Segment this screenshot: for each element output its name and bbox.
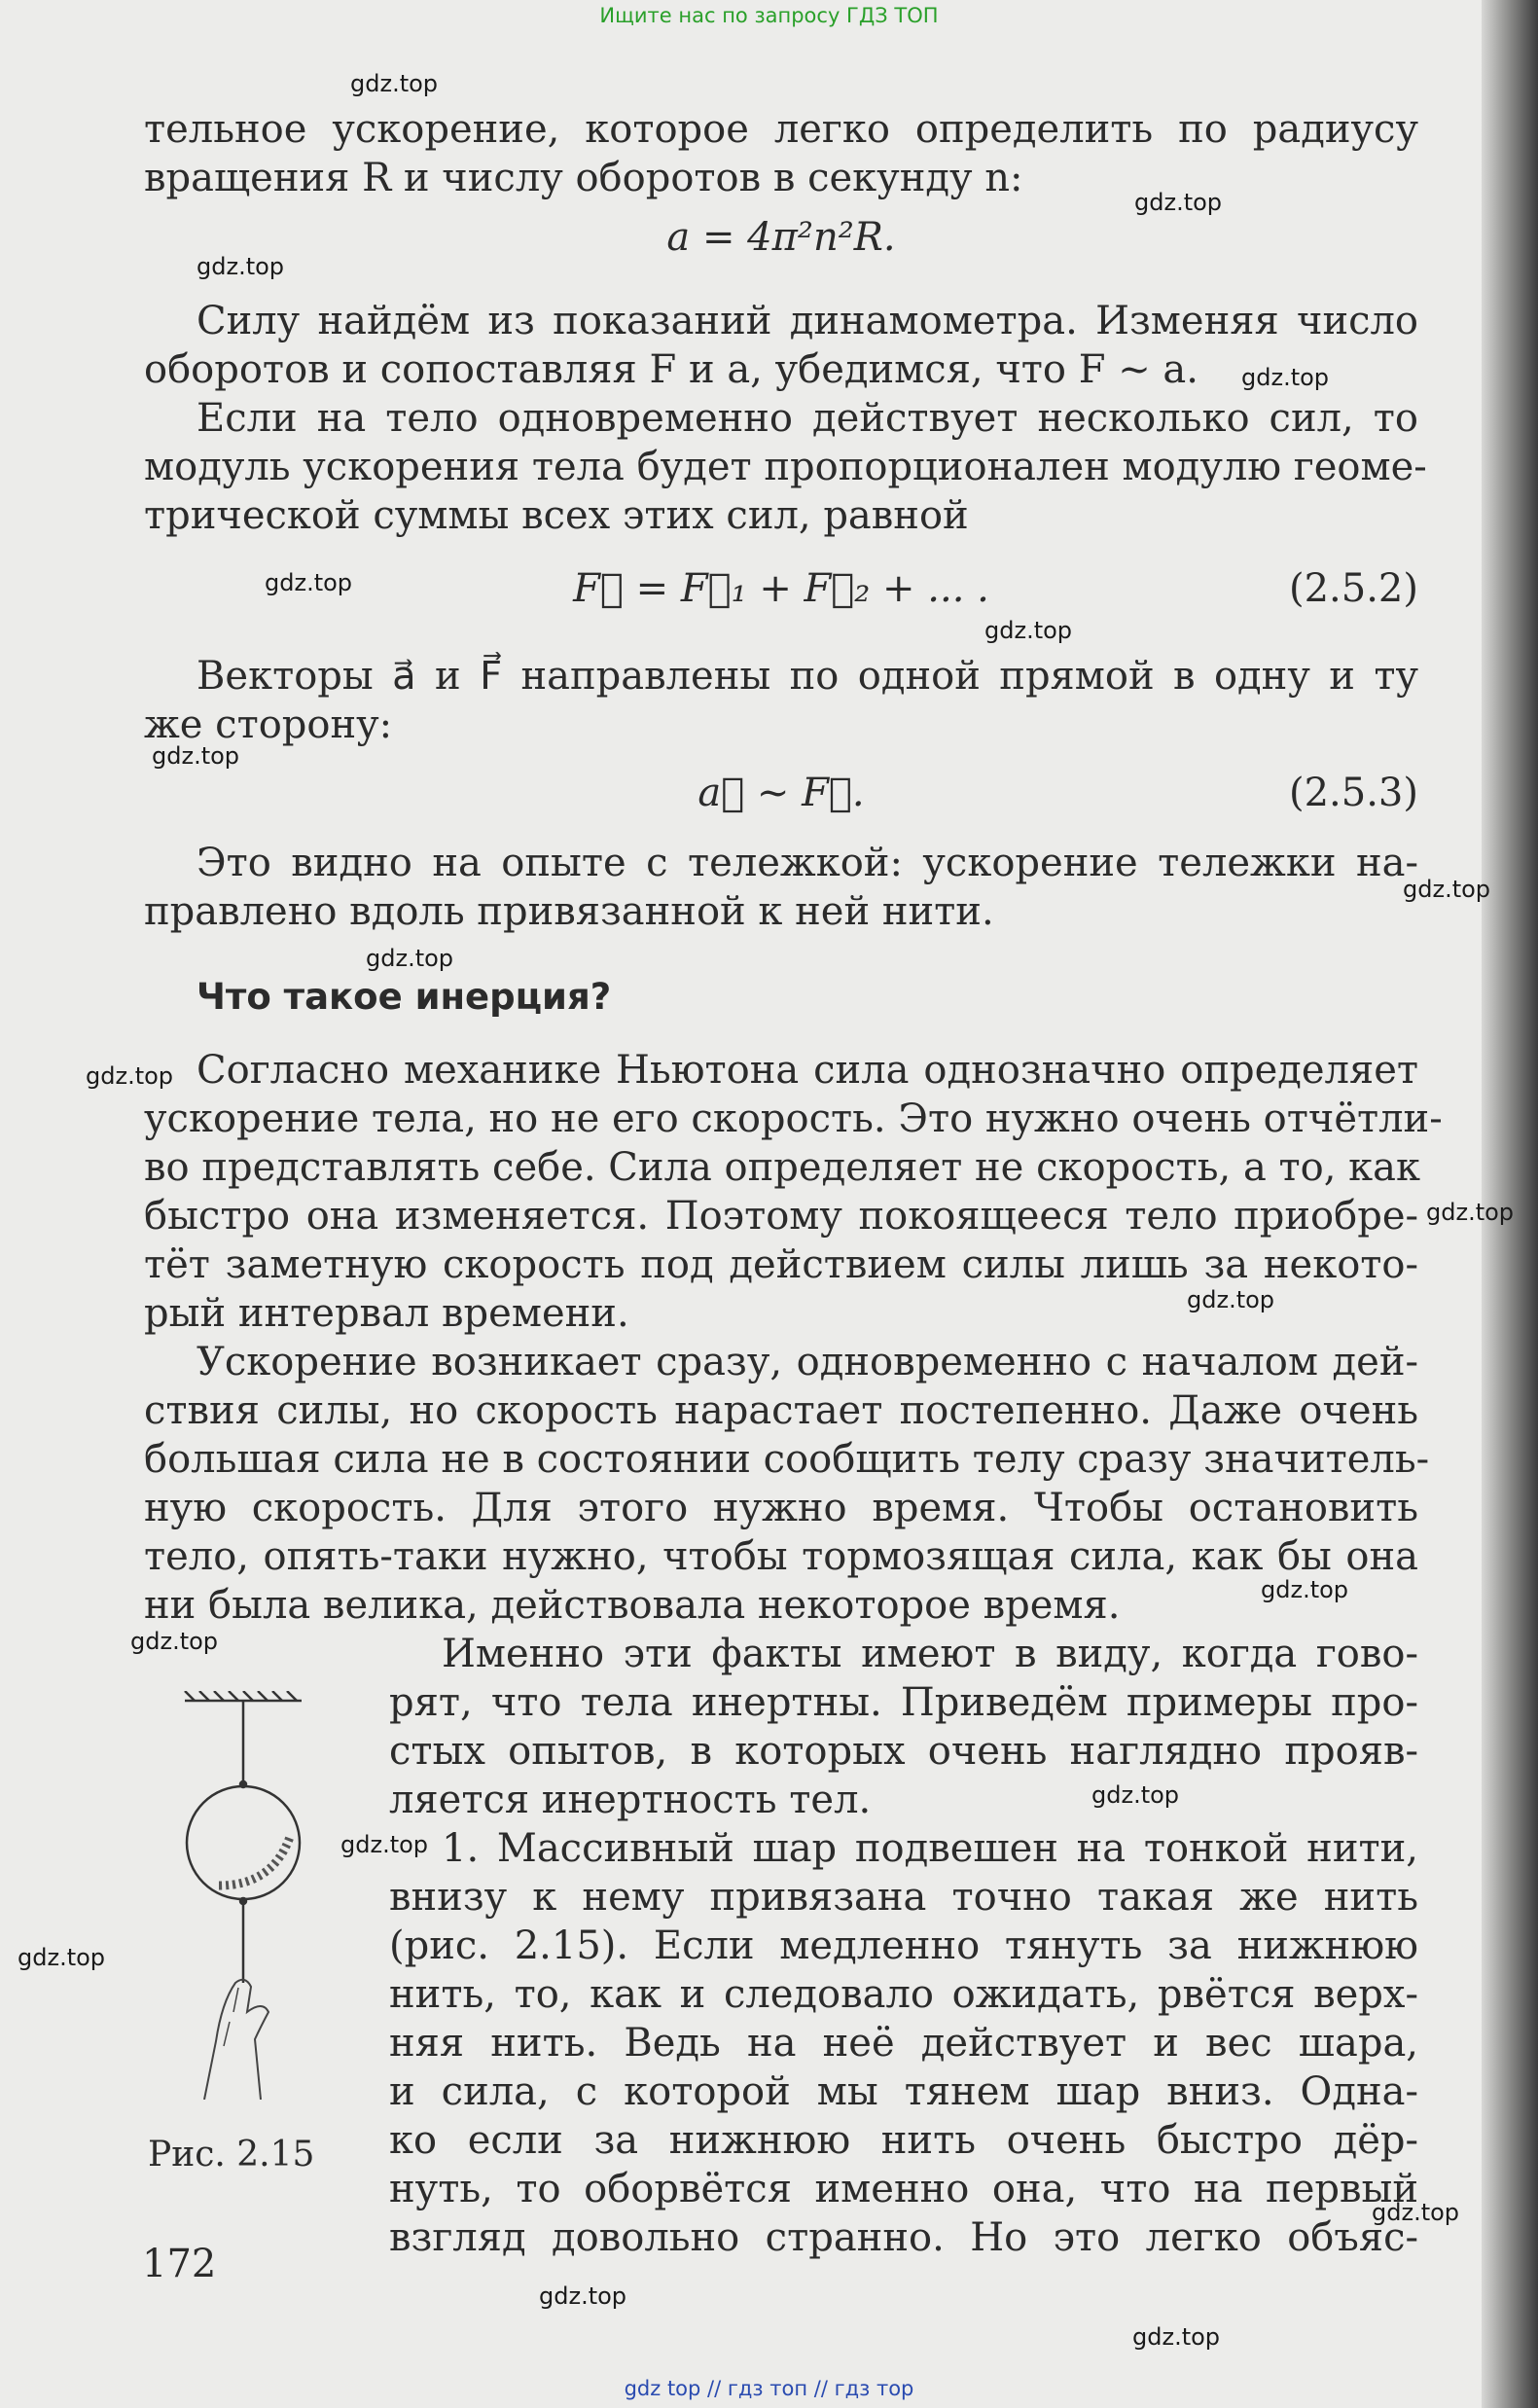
- watermark: gdz.top: [18, 1944, 106, 1971]
- text-line: быстро она изменяется. Поэтому покоящееся тело приобре-: [144, 1194, 1418, 1239]
- text-line: няя нить. Ведь на неё действует и вес шара,: [389, 2021, 1418, 2066]
- text-line: Именно эти факты имеют в виду, когда гово-: [442, 1632, 1418, 1676]
- text-line: ную скорость. Для этого нужно время. Чтобы остановить: [144, 1486, 1418, 1530]
- text-line: рый интервал времени.: [144, 1291, 629, 1336]
- text-line: (рис. 2.15). Если медленно тянуть за нижнюю: [389, 1923, 1418, 1968]
- watermark: gdz.top: [1134, 189, 1223, 216]
- watermark: gdz.top: [1187, 1286, 1275, 1313]
- text-line: вращения R и числу оборотов в секунду n:: [144, 156, 1023, 200]
- watermark: gdz.top: [350, 70, 439, 97]
- figure-2-15-illustration: [146, 1691, 350, 2100]
- watermark: gdz.top: [1241, 364, 1330, 391]
- text-line: Силу найдём из показаний динамометра. Изменяя число: [197, 299, 1418, 343]
- text-line: тельное ускорение, которое легко определить по радиусу: [144, 107, 1418, 152]
- text-line: внизу к нему привязана точно такая же нить: [389, 1875, 1418, 1920]
- watermark: gdz.top: [366, 945, 454, 972]
- text-line: ляется инертность тел.: [389, 1778, 872, 1822]
- watermark: gdz.top: [86, 1062, 174, 1090]
- text-line: стых опытов, в которых очень наглядно прояв-: [389, 1729, 1418, 1774]
- section-heading: Что такое инерция?: [197, 976, 612, 1018]
- text-line: Векторы a⃗ и F⃗ направлены по одной прямой в одну и ту: [197, 654, 1418, 699]
- watermark: gdz.top: [265, 569, 353, 596]
- watermark: gdz.top: [1372, 2199, 1460, 2226]
- equation-number: (2.5.2): [1289, 566, 1418, 611]
- figure-caption: Рис. 2.15: [148, 2135, 315, 2174]
- watermark: gdz.top: [1132, 2323, 1221, 2351]
- text-line: ускорение тела, но не его скорость. Это нужно очень отчётли-: [144, 1096, 1443, 1141]
- text-line: ни была велика, действовала некоторое время.: [144, 1583, 1121, 1628]
- text-line: взгляд довольно странно. Но это легко объяс-: [389, 2215, 1418, 2260]
- formula-3: [144, 769, 1418, 817]
- text-line: Согласно механике Ньютона сила однозначно определяет: [197, 1048, 1418, 1093]
- text-line: Ускорение возникает сразу, одновременно с началом дей-: [197, 1340, 1418, 1384]
- text-line: ствия силы, но скорость нарастает постепенно. Даже очень: [144, 1388, 1418, 1433]
- text-line: нить, то, как и следовало ожидать, рвётся верх-: [389, 1972, 1418, 2017]
- text-line: нуть, то оборвётся именно она, что на первый: [389, 2167, 1418, 2211]
- page-number: 172: [142, 2242, 217, 2286]
- text-line: правлено вдоль привязанной к ней нити.: [144, 889, 994, 934]
- watermark: gdz.top: [130, 1628, 219, 1655]
- text-line: модуль ускорения тела будет пропорционален модулю геоме-: [144, 445, 1427, 489]
- top-banner[interactable]: Ищите нас по запросу ГДЗ ТОП: [599, 4, 939, 27]
- text-line: во представлять себе. Сила определяет не скорость, а то, как: [144, 1145, 1421, 1190]
- watermark: gdz.top: [152, 742, 240, 770]
- text-block-5: [144, 1046, 1443, 1630]
- text-line: большая сила не в состоянии сообщить телу сразу значитель-: [144, 1437, 1430, 1482]
- watermark: gdz.top: [197, 253, 285, 280]
- text-line: ко если за нижнюю нить очень быстро дёр-: [389, 2118, 1418, 2163]
- text-block-3: [144, 652, 1418, 749]
- watermark: gdz.top: [1261, 1576, 1349, 1603]
- watermark: gdz.top: [984, 617, 1073, 644]
- text-line: же сторону:: [144, 702, 393, 747]
- text-line: рят, что тела инертны. Приведём примеры про-: [389, 1680, 1418, 1725]
- text-line: и сила, с которой мы тянем шар вниз. Одна-: [389, 2069, 1418, 2114]
- watermark: gdz.top: [1426, 1199, 1515, 1226]
- watermark: gdz.top: [539, 2282, 627, 2310]
- text-line: тёт заметную скорость под действием силы лишь за некото-: [144, 1242, 1418, 1287]
- text-block-1: [144, 105, 1418, 202]
- text-block-4: [144, 839, 1418, 936]
- watermark: gdz.top: [1091, 1781, 1180, 1809]
- formula-text: a = 4π²n²R.: [666, 215, 896, 260]
- text-block-6: [389, 1630, 1418, 2262]
- bottom-banner[interactable]: gdz top // гдз топ // гдз тор: [624, 2377, 914, 2400]
- formula-1: [144, 213, 1418, 262]
- equation-number: (2.5.3): [1289, 771, 1418, 815]
- formula-expression: a⃗ ~ F⃗.: [697, 771, 865, 815]
- text-line: Если на тело одновременно действует несколько сил, то: [197, 396, 1418, 441]
- text-line: трической суммы всех этих сил, равной: [144, 493, 969, 538]
- text-line: 1. Массивный шар подвешен на тонкой нити,: [442, 1826, 1418, 1871]
- watermark: gdz.top: [1403, 876, 1491, 903]
- text-line: оборотов и сопоставляя F и a, убедимся, что F ~ a.: [144, 347, 1198, 392]
- formula-expression: F⃗ = F⃗₁ + F⃗₂ + ... .: [573, 566, 989, 611]
- formula-text: [144, 769, 1418, 817]
- section-heading-container: [144, 973, 1418, 1022]
- text-line: тело, опять-таки нужно, чтобы тормозящая сила, как бы она: [144, 1534, 1418, 1579]
- text-block-2: [144, 297, 1427, 540]
- text-line: Это видно на опыте с тележкой: ускорение тележки на-: [197, 841, 1418, 885]
- watermark: gdz.top: [340, 1831, 429, 1858]
